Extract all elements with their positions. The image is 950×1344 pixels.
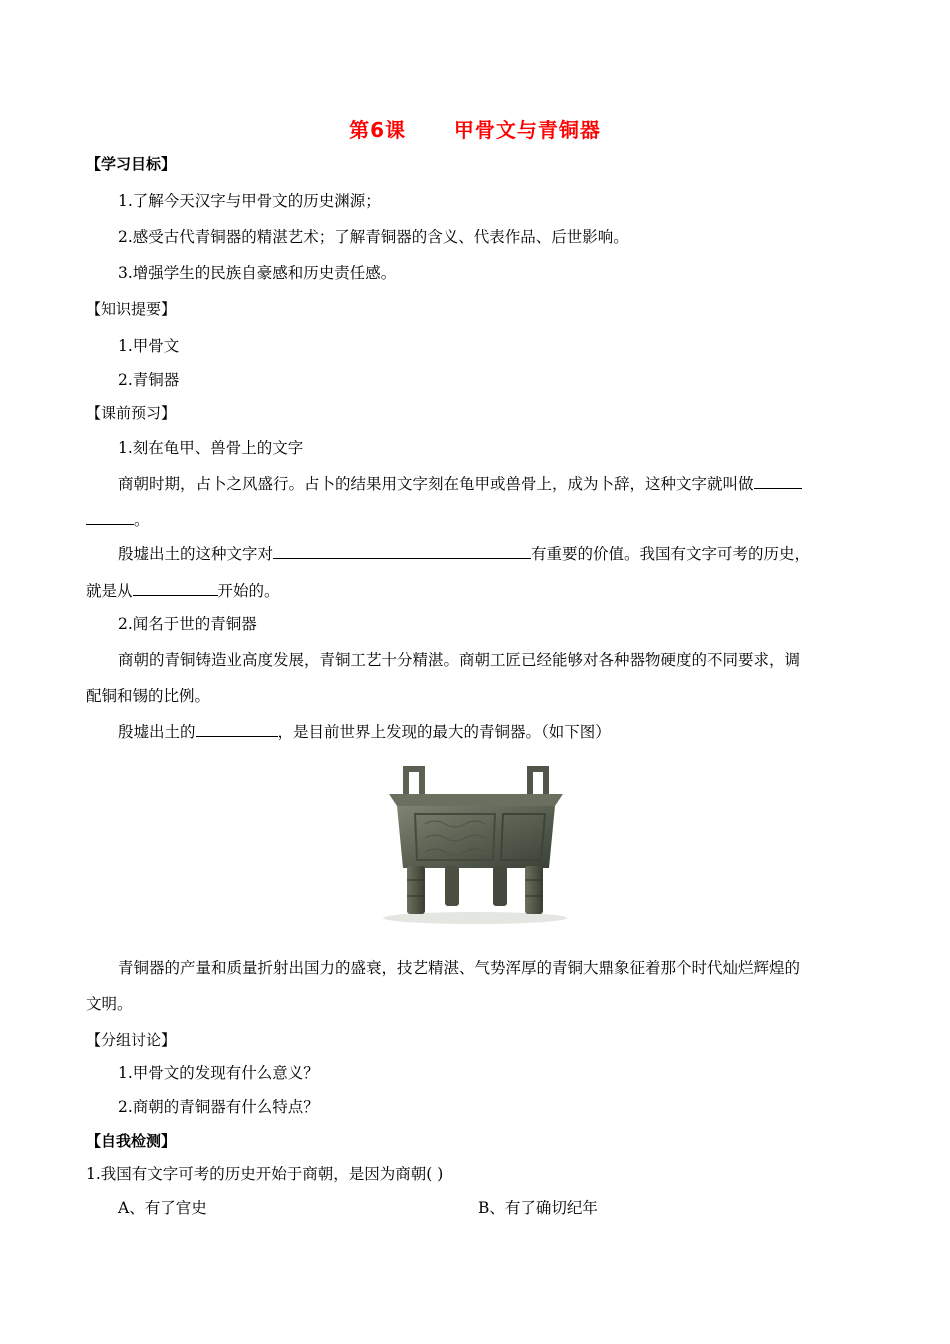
paragraph-text: 商朝时期，占卜之风盛行。占卜的结果用文字刻在龟甲或兽骨上，成为卜辞，这种文字就叫做 xyxy=(118,475,754,493)
question: 1.我国有文字可考的历史开始于商朝，是因为商朝( ) xyxy=(86,1165,444,1183)
paragraph-text: 就是从 xyxy=(86,582,133,600)
preview-paragraph xyxy=(118,542,810,564)
fill-blank[interactable] xyxy=(754,472,802,489)
selftest-heading: 【自我检测】 xyxy=(86,1132,177,1150)
discussion-heading: 【分组讨论】 xyxy=(86,1031,177,1049)
preview-paragraph: 商朝的青铜铸造业高度发展，青铜工艺十分精湛。商朝工匠已经能够对各种器物硬度的不同要求，调 xyxy=(118,651,801,669)
page-title: 第6课 甲骨文与青铜器 xyxy=(349,118,601,142)
bronze-ding-image xyxy=(375,760,575,925)
knowledge-heading: 【知识提要】 xyxy=(86,300,177,318)
preview-paragraph: 青铜器的产量和质量折射出国力的盛衰，技艺精湛、气势浑厚的青铜大鼎象征着那个时代灿烂辉煌的 xyxy=(118,959,801,977)
knowledge-item: 2.青铜器 xyxy=(118,371,180,389)
fill-blank[interactable] xyxy=(196,720,278,737)
preview-paragraph-cont xyxy=(86,508,150,530)
fill-blank[interactable] xyxy=(133,579,218,596)
answer-option-b[interactable]: B、有了确切纪年 xyxy=(478,1199,598,1217)
paragraph-text: 开始的。 xyxy=(217,582,280,600)
paragraph-text: 有重要的价值。我国有文字可考的历史， xyxy=(531,545,811,563)
preview-subheading: 1.刻在龟甲、兽骨上的文字 xyxy=(118,439,304,457)
fill-blank[interactable] xyxy=(86,508,134,525)
goals-heading: 【学习目标】 xyxy=(86,155,177,173)
paragraph-text: 。 xyxy=(134,511,150,529)
paragraph-text: ，是目前世界上发现的最大的青铜器。（如下图） xyxy=(277,723,611,741)
paragraph-text: 殷墟出土的 xyxy=(118,723,196,741)
knowledge-item: 1.甲骨文 xyxy=(118,337,180,355)
goal-item: 1.了解今天汉字与甲骨文的历史渊源； xyxy=(118,192,381,210)
goal-item: 2.感受古代青铜器的精湛艺术；了解青铜器的含义、代表作品、后世影响。 xyxy=(118,228,629,246)
preview-paragraph xyxy=(118,720,611,742)
paragraph-text: 殷墟出土的这种文字对 xyxy=(118,545,274,563)
preview-paragraph-cont: 文明。 xyxy=(86,995,133,1013)
answer-option-a[interactable]: A、有了官史 xyxy=(118,1199,207,1217)
discussion-item: 2.商朝的青铜器有什么特点？ xyxy=(118,1098,319,1116)
preview-paragraph-cont: 配铜和锡的比例。 xyxy=(86,687,211,705)
discussion-item: 1.甲骨文的发现有什么意义？ xyxy=(118,1064,319,1082)
preview-heading: 【课前预习】 xyxy=(86,404,177,422)
goal-item: 3.增强学生的民族自豪感和历史责任感。 xyxy=(118,264,397,282)
preview-subheading: 2.闻名于世的青铜器 xyxy=(118,615,257,633)
preview-paragraph xyxy=(118,472,802,494)
preview-paragraph-cont xyxy=(86,579,280,601)
fill-blank[interactable] xyxy=(273,542,531,559)
